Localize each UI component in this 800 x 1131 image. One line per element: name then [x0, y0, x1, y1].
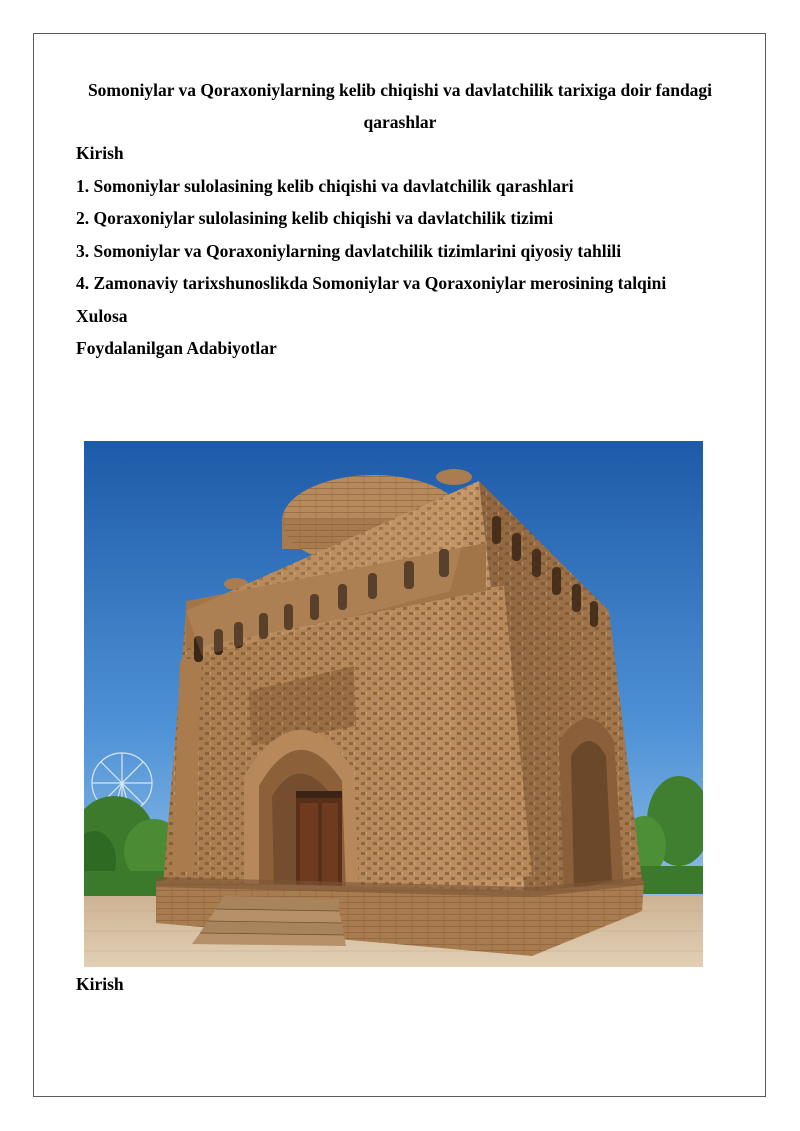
toc-item-references: Foydalanilgan Adabiyotlar [76, 338, 277, 358]
mausoleum-photo [84, 441, 703, 967]
section-heading-introduction: Kirish [76, 974, 124, 994]
table-of-contents [76, 137, 736, 365]
toc-item-2: 2. Qoraxoniylar sulolasining kelib chiqishi va davlatchilik tizimi [76, 208, 554, 228]
toc-item-4: 4. Zamonaviy tarixshunoslikda Somoniylar va Qoraxoniylar merosining talqini [76, 273, 667, 293]
toc-item-conclusion: Xulosa [76, 305, 128, 326]
toc-item-1: 1. Somoniylar sulolasining kelib chiqishi va davlatchilik qarashlari [76, 175, 574, 196]
toc-item-3: 3. Somoniylar va Qoraxoniylarning davlatchilik tizimlarini qiyosiy tahlili [76, 240, 622, 261]
toc-item-introduction: Kirish [76, 143, 124, 163]
document-title: Somoniylar va Qoraxoniylarning kelib chiqishi va davlatchilik tarixiga doir fandagi qarashlar [87, 80, 713, 132]
